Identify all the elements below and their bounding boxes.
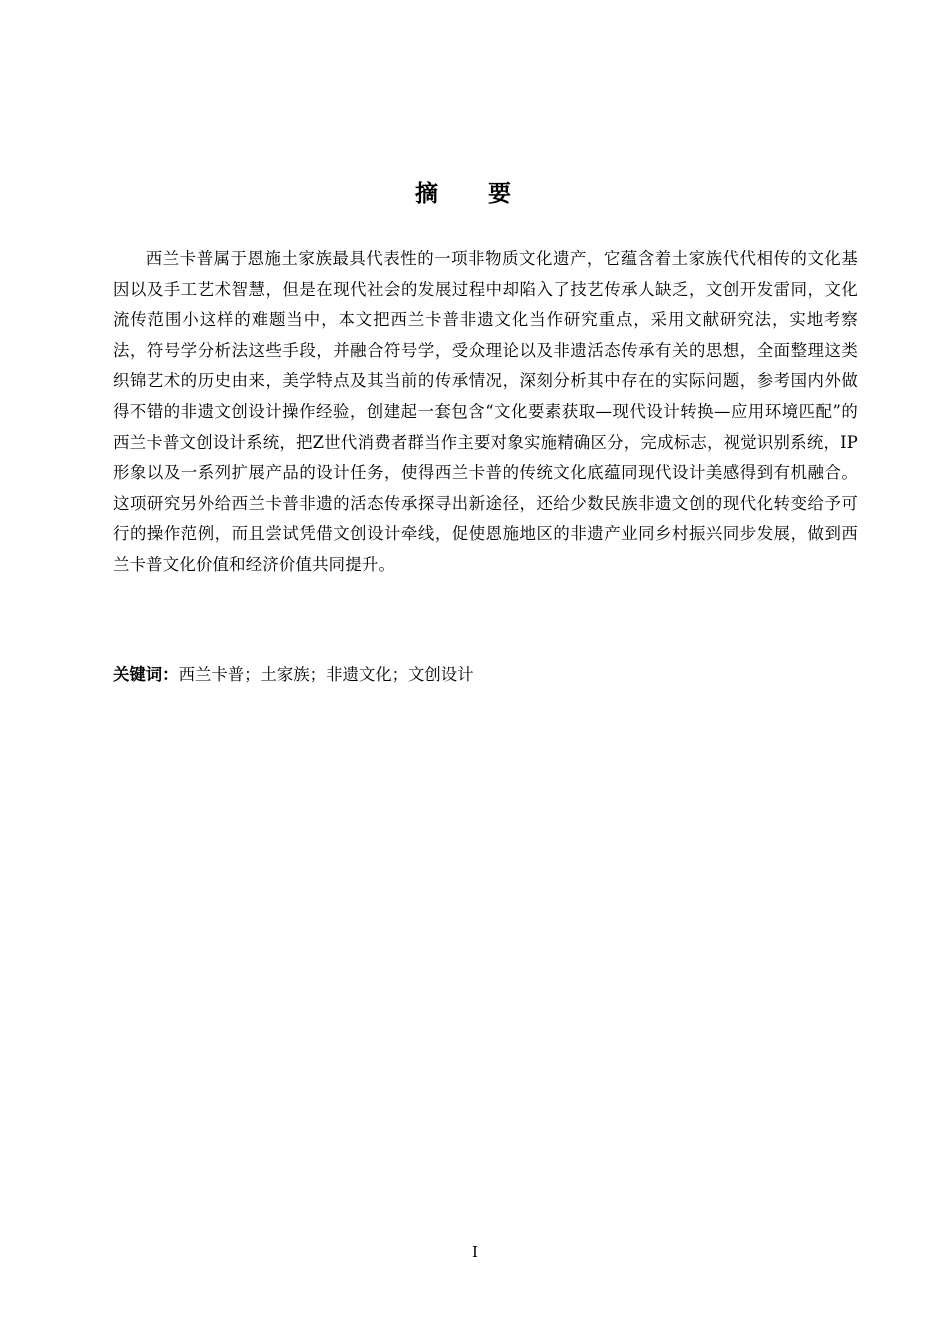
keywords-line [113, 660, 858, 690]
keywords-label: 关键词： [113, 665, 179, 684]
abstract-paragraph: 西兰卡普属于恩施土家族最具代表性的一项非物质文化遗产，它蕴含着土家族代代相传的文化基因以及手工艺术智慧，但是在现代社会的发展过程中却陷入了技艺传承人缺乏，文创开发雷同，文化流传范围小这样的难题当中，本文把西兰卡普非遗文化当作研究重点，采用文献研究法，实地考察法，符号学分析法这些手段，并融合符号学，受众理论以及非遗活态传承有关的思想，全面整理这类织锦艺术的历史由来，美学特点及其当前的传承情况，深刻分析其中存在的实际问题，参考国内外做得不错的非遗文创设计操作经验，创建起一套包含“文化要素获取—现代设计转换—应用环境匹配”的西兰卡普文创设计系统，把Z世代消费者群当作主要对象实施精确区分，完成标志，视觉识别系统，IP形象以及一系列扩展产品的设计任务，使得西兰卡普的传统文化底蕴同现代设计美感得到有机融合。这项研究另外给西兰卡普非遗的活态传承探寻出新途径，还给少数民族非遗文创的现代化转变给予可行的操作范例，而且尝试凭借文创设计牵线，促使恩施地区的非遗产业同乡村振兴同步发展，做到西兰卡普文化价值和经济价值共同提升。 [113, 249, 858, 574]
page-number: I [472, 1243, 478, 1261]
page-title: 摘要 [415, 181, 561, 207]
keywords-text: 西兰卡普；土家族；非遗文化；文创设计 [178, 665, 474, 684]
